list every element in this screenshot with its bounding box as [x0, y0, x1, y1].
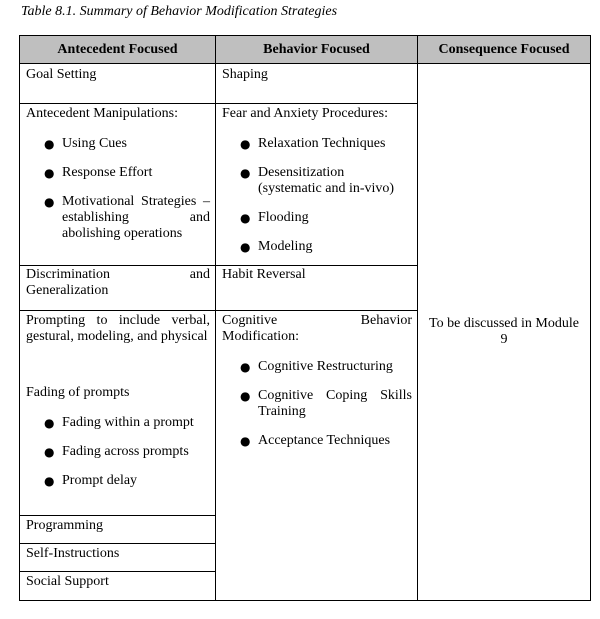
- list-item: ● Desensitization (systematic and in-vivo): [240, 165, 395, 196]
- bullet-icon: ●: [240, 389, 251, 403]
- fear-anxiety-title: Fear and Anxiety Procedures:: [222, 106, 389, 121]
- list-item: ● Using Cues: [44, 136, 127, 151]
- list-item: ● Cognitive Restructuring: [240, 359, 393, 374]
- bullet-icon: ●: [240, 137, 251, 151]
- social-support-text: Social Support: [26, 574, 109, 589]
- cell-shaping: [216, 64, 418, 104]
- cell-social-support: [20, 572, 216, 601]
- consequence-note: To be discussed in Module 9: [429, 316, 579, 347]
- bullet-icon: ●: [240, 166, 251, 180]
- strategies-table: [19, 35, 591, 601]
- bullet-icon: ●: [240, 211, 251, 225]
- cell-discrimination: [20, 266, 216, 311]
- header-row: [20, 36, 591, 64]
- header-antecedent: Antecedent Focused: [20, 36, 216, 64]
- fading-title: Fading of prompts: [26, 385, 130, 400]
- bullet-icon: ●: [44, 445, 55, 459]
- shaping-text: Shaping: [222, 67, 268, 82]
- programming-text: Programming: [26, 518, 103, 533]
- bullet-icon: ●: [240, 360, 251, 374]
- cell-self-instructions: [20, 544, 216, 572]
- list-item: ● Modeling: [240, 239, 313, 254]
- self-instructions-text: Self-Instructions: [26, 546, 120, 561]
- list-item: ● Fading across prompts: [44, 444, 189, 459]
- list-item: ● Acceptance Techniques: [240, 433, 391, 448]
- cell-antecedent-manipulations: [20, 104, 216, 266]
- header-behavior: Behavior Focused: [216, 36, 418, 64]
- list-item: ● Flooding: [240, 210, 309, 225]
- bullet-icon: ●: [44, 195, 55, 209]
- list-item: ● Relaxation Techniques: [240, 136, 386, 151]
- bullet-icon: ●: [240, 434, 251, 448]
- antecedent-manipulations-title: Antecedent Manipulations:: [26, 106, 179, 121]
- discrimination-text: Discrimination and Generalization: [26, 267, 210, 298]
- header-consequence: Consequence Focused: [418, 36, 591, 64]
- bullet-icon: ●: [44, 137, 55, 151]
- list-item: ● Prompt delay: [44, 473, 138, 488]
- list-item: ● Fading within a prompt: [44, 415, 194, 430]
- goal-setting-text: Goal Setting: [26, 67, 97, 82]
- cell-prompting: [20, 311, 216, 516]
- bullet-icon: ●: [240, 240, 251, 254]
- habit-reversal-text: Habit Reversal: [222, 267, 306, 282]
- cognitive-title: Cognitive Behavior Modification:: [222, 313, 412, 344]
- fading-list: [20, 415, 215, 489]
- cell-cognitive: [216, 311, 418, 601]
- bullet-icon: ●: [44, 166, 55, 180]
- antecedent-manipulations-list: [20, 136, 215, 242]
- cell-programming: [20, 516, 216, 544]
- table-caption: Table 8.1. Summary of Behavior Modification Strategies: [21, 4, 338, 19]
- prompting-text: Prompting to include verbal, gestural, modeling, and physical: [26, 313, 210, 344]
- bullet-icon: ●: [44, 416, 55, 430]
- list-item: ● Response Effort: [44, 165, 153, 180]
- cell-habit-reversal: [216, 266, 418, 311]
- cell-goal-setting: [20, 64, 216, 104]
- list-item: ● Cognitive Coping Skills Training: [240, 388, 412, 419]
- bullet-icon: ●: [44, 474, 55, 488]
- cognitive-list: [216, 359, 417, 449]
- cell-fear-anxiety: [216, 104, 418, 266]
- cell-consequence: [418, 64, 591, 601]
- fear-anxiety-list: [216, 136, 417, 255]
- table-row: [20, 64, 591, 104]
- list-item: ● Motivational Strategies – establishing and abolishing operations: [44, 194, 210, 241]
